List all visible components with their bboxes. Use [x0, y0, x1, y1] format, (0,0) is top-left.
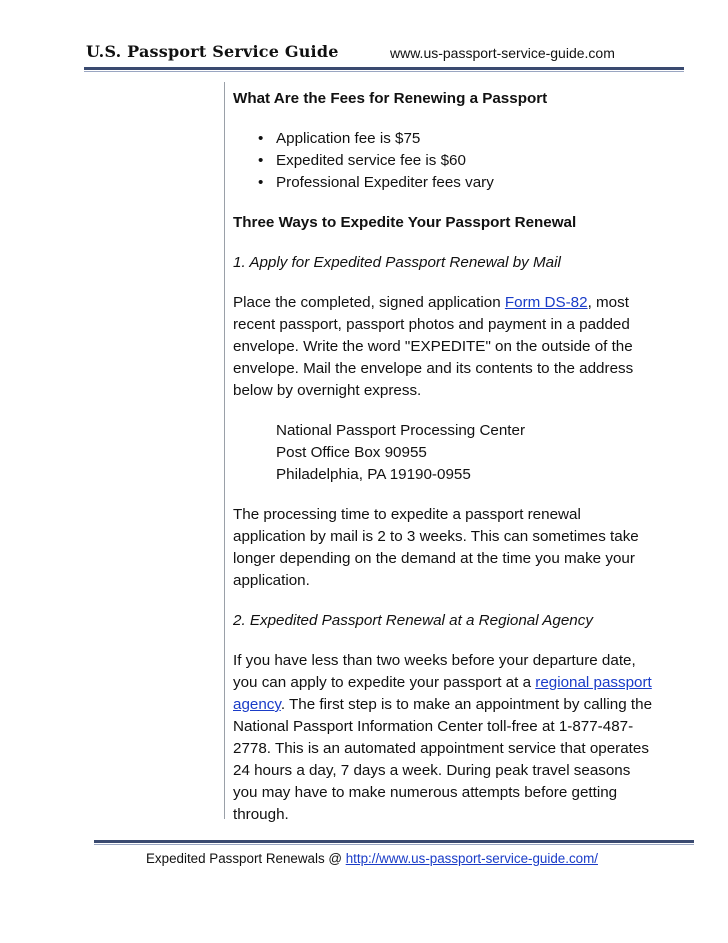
- list-item: • Application fee is $75: [276, 128, 653, 150]
- address-line: Post Office Box 90955: [276, 444, 427, 461]
- processing-time-paragraph: The processing time to expedite a passport renewal application by mail is 2 to 3 weeks. This can sometimes take longer depending on the demand at the time you make your application.: [233, 506, 639, 589]
- agency-paragraph-text-end: . The first step is to make an appointment by calling the National Passport Information Center toll-free at 1-877-487-2778. This is an automated appointment service that operates 24 hours a day, 7 days a week. During peak travel seasons you may have to make numerous attempts before getting through.: [233, 696, 653, 823]
- header-divider: [84, 67, 684, 70]
- address-line: National Passport Processing Center: [276, 422, 526, 439]
- mail-paragraph-text-end: , most recent passport, passport photos and payment in a padded envelope. Write the word "EXPEDITE" on the outside of the envelope. Mail the envelope and its contents to the address below by overnight express.: [233, 294, 634, 399]
- form-ds82-link[interactable]: Form DS-82: [504, 294, 588, 311]
- footer-link[interactable]: http://www.us-passport-service-guide.com/: [345, 851, 598, 866]
- header-divider-thin: [84, 71, 684, 72]
- header-url: www.us-passport-service-guide.com: [390, 45, 615, 61]
- agency-subheading: 2. Expedited Passport Renewal at a Regional Agency: [233, 612, 593, 629]
- fees-list: [233, 128, 653, 194]
- footer-divider: [94, 840, 694, 843]
- list-item: • Professional Expediter fees vary: [276, 172, 653, 194]
- mailing-address: [233, 420, 653, 486]
- agency-paragraph-text: If you have less than two weeks before your departure date, you can apply to expedite your passport at a: [233, 652, 636, 691]
- left-margin-rule: [224, 82, 225, 819]
- footer-divider-thin: [94, 844, 694, 845]
- fees-heading: What Are the Fees for Renewing a Passport: [233, 90, 548, 107]
- list-item: • Expedited service fee is $60: [276, 150, 653, 172]
- regional-agency-link[interactable]: regional passport agency: [233, 674, 652, 713]
- ways-heading: Three Ways to Expedite Your Passport Renewal: [233, 214, 577, 231]
- footer-text: Expedited Passport Renewals @: [146, 851, 346, 866]
- mail-paragraph: [233, 292, 653, 402]
- mail-subheading: 1. Apply for Expedited Passport Renewal by Mail: [233, 254, 561, 271]
- mail-paragraph-text: Place the completed, signed application: [233, 294, 505, 311]
- address-line: Philadelphia, PA 19190-0955: [276, 466, 471, 483]
- agency-paragraph: [233, 650, 653, 826]
- footer: [146, 851, 598, 866]
- main-content: [233, 88, 653, 826]
- header-title: U.S. Passport Service Guide: [86, 42, 339, 61]
